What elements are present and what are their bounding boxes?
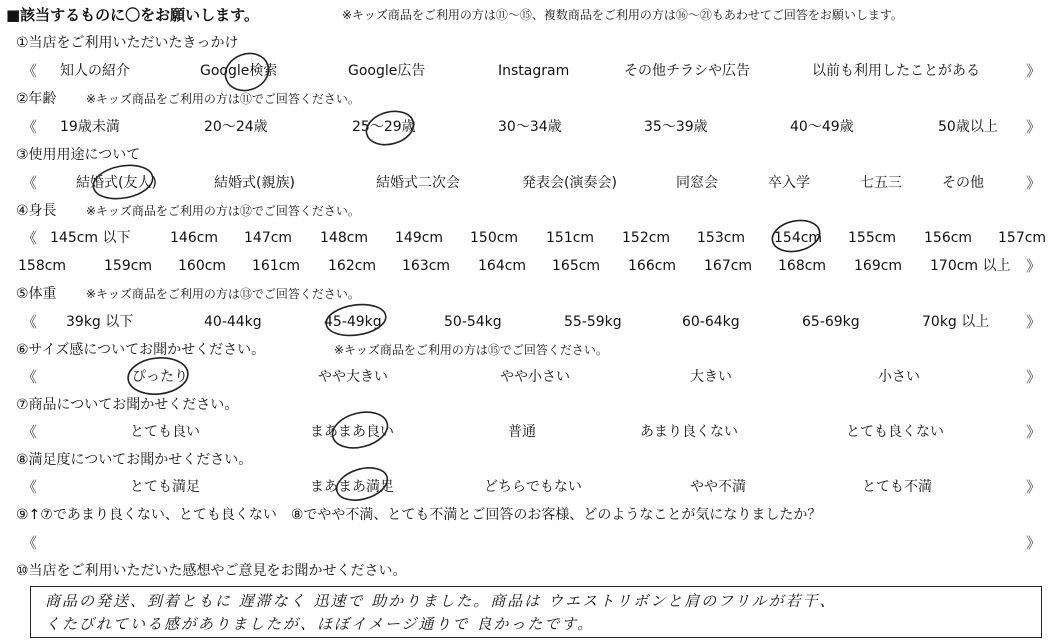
option-repeat-customer[interactable]: 以前も利用したことがある (812, 63, 980, 79)
open-bracket: 《 (22, 368, 38, 386)
question-4-options-row-1 (0, 225, 1060, 251)
option-weight-65-69[interactable]: 65-69kg (802, 314, 860, 330)
question-6-label-row (0, 337, 1060, 363)
option-age-20-24[interactable]: 20〜24歳 (204, 119, 268, 135)
question-5-label: ⑤体重 (16, 286, 57, 302)
option-height-164[interactable]: 164cm (478, 258, 527, 274)
close-bracket: 》 (1026, 62, 1042, 80)
option-height-163[interactable]: 163cm (402, 258, 451, 274)
open-bracket: 《 (22, 229, 38, 247)
option-wedding-family[interactable]: 結婚式(親族) (214, 175, 295, 191)
option-fit-small[interactable]: 小さい (878, 369, 920, 385)
close-bracket: 》 (1026, 174, 1042, 192)
option-other[interactable]: その他 (942, 175, 984, 191)
option-height-155[interactable]: 155cm (848, 230, 897, 246)
option-height-145-below[interactable]: 145cm 以下 (50, 230, 131, 246)
option-weight-40-44[interactable]: 40-44kg (204, 314, 262, 330)
open-bracket: 《 (22, 118, 38, 136)
question-6-label: ⑥サイズ感についてお聞かせください。 (16, 342, 266, 358)
question-8-options (0, 474, 1060, 500)
header-row (0, 2, 1060, 28)
header-note: ※キッズ商品をご利用の方は⑪〜⑮、複数商品をご利用の方は⑯〜㉑もあわせてご回答をお願いします。 (342, 8, 903, 22)
option-height-162[interactable]: 162cm (328, 258, 377, 274)
question-9-label: ⑨↑⑦であまり良くない、とても良くない ⑧でやや不満、とても不満とご回答のお客様、どのようなことが気になりましたか？ (16, 507, 822, 523)
option-height-165[interactable]: 165cm (552, 258, 601, 274)
option-height-153[interactable]: 153cm (697, 230, 746, 246)
comment-answer-line-2: くたびれている感がありましたが、ほぼイメージ通りで 良かったです。 (45, 615, 595, 633)
question-1-options (0, 58, 1060, 84)
option-product-not-good[interactable]: あまり良くない (640, 424, 738, 440)
question-10-label-row (0, 558, 1060, 584)
question-7-label: ⑦商品についてお聞かせください。 (16, 397, 239, 413)
option-recital[interactable]: 発表会(演奏会) (522, 175, 617, 191)
option-product-very-good[interactable]: とても良い (130, 424, 200, 440)
open-bracket: 《 (22, 423, 38, 441)
question-10-label: ⑩当店をご利用いただいた感想やご意見をお聞かせください。 (16, 563, 407, 579)
option-height-169[interactable]: 169cm (854, 258, 903, 274)
option-fairly-satisfied[interactable]: まあまあ満足 (310, 479, 394, 495)
option-product-very-bad[interactable]: とても良くない (846, 424, 944, 440)
option-shichigosan[interactable]: 七五三 (860, 175, 902, 191)
option-height-168[interactable]: 168cm (778, 258, 827, 274)
question-6-note: ※キッズ商品をご利用の方は⑮でご回答ください。 (334, 343, 608, 357)
option-age-50-plus[interactable]: 50歳以上 (938, 119, 998, 135)
close-bracket: 》 (1026, 257, 1042, 275)
option-google-search[interactable]: Google検索 (200, 63, 278, 79)
comment-answer-line-1: 商品の発送、到着ともに 遅滞なく 迅速で 助かりました。商品は ウエストリボンと肩のフリルが若干、 (45, 592, 837, 610)
question-3-options (0, 170, 1060, 196)
question-9-label-row (0, 502, 1060, 528)
question-1-label: ①当店をご利用いただいたきっかけ (16, 35, 239, 51)
question-8-label: ⑧満足度についてお聞かせください。 (16, 452, 253, 468)
option-height-147[interactable]: 147cm (244, 230, 293, 246)
question-7-options (0, 419, 1060, 445)
close-bracket: 》 (1026, 534, 1042, 552)
option-weight-70-above[interactable]: 70kg 以上 (922, 314, 990, 330)
question-5-options (0, 309, 1060, 335)
question-8-label-row (0, 447, 1060, 473)
option-weight-39-below[interactable]: 39kg 以下 (66, 314, 134, 330)
question-2-options (0, 114, 1060, 140)
question-2-note: ※キッズ商品をご利用の方は⑪でご回答ください。 (86, 92, 360, 106)
option-weight-45-49[interactable]: 45-49kg (324, 314, 382, 330)
option-fit-slightly-small[interactable]: やや小さい (500, 369, 570, 385)
question-7-label-row (0, 392, 1060, 418)
option-height-158[interactable]: 158cm (18, 258, 67, 274)
option-other-flyer[interactable]: その他チラシや広告 (624, 63, 750, 79)
open-bracket: 《 (22, 174, 38, 192)
question-5-note: ※キッズ商品をご利用の方は⑬でご回答ください。 (86, 287, 360, 301)
close-bracket: 》 (1026, 118, 1042, 136)
open-bracket: 《 (22, 534, 38, 552)
question-4-label: ④身長 (16, 203, 57, 219)
option-height-170-above[interactable]: 170cm 以上 (930, 258, 1011, 274)
option-height-149[interactable]: 149cm (395, 230, 444, 246)
question-2-label-row (0, 86, 1060, 112)
option-graduation-entrance[interactable]: 卒入学 (768, 175, 810, 191)
question-5-label-row (0, 281, 1060, 307)
option-height-154[interactable]: 154cm (774, 230, 823, 246)
question-2-label: ②年齢 (16, 91, 57, 107)
option-referral[interactable]: 知人の紹介 (60, 63, 130, 79)
option-weight-60-64[interactable]: 60-64kg (682, 314, 740, 330)
question-3-label: ③使用用途について (16, 147, 141, 163)
option-very-dissatisfied[interactable]: とても不満 (862, 479, 932, 495)
option-height-156[interactable]: 156cm (924, 230, 973, 246)
option-very-satisfied[interactable]: とても満足 (130, 479, 200, 495)
option-height-160[interactable]: 160cm (178, 258, 227, 274)
close-bracket: 》 (1026, 368, 1042, 386)
question-4-note: ※キッズ商品をご利用の方は⑫でご回答ください。 (86, 204, 360, 218)
option-age-25-29[interactable]: 25〜29歳 (352, 119, 416, 135)
close-bracket: 》 (1026, 423, 1042, 441)
open-bracket: 《 (22, 313, 38, 331)
option-product-average[interactable]: 普通 (508, 424, 536, 440)
option-height-157[interactable]: 157cm (998, 230, 1047, 246)
open-bracket: 《 (22, 62, 38, 80)
option-slightly-dissatisfied[interactable]: やや不満 (690, 479, 746, 495)
option-google-ads[interactable]: Google広告 (348, 63, 426, 79)
question-3-label-row (0, 142, 1060, 168)
option-height-161[interactable]: 161cm (252, 258, 301, 274)
close-bracket: 》 (1026, 313, 1042, 331)
option-age-30-34[interactable]: 30〜34歳 (498, 119, 562, 135)
option-fit-large[interactable]: 大きい (690, 369, 732, 385)
option-height-152[interactable]: 152cm (622, 230, 671, 246)
question-6-options (0, 364, 1060, 390)
option-wedding-friend[interactable]: 結婚式(友人) (76, 175, 157, 191)
question-9-answer-row (0, 530, 1060, 556)
option-age-under-19[interactable]: 19歳未満 (60, 119, 120, 135)
option-reunion[interactable]: 同窓会 (676, 175, 718, 191)
option-neutral[interactable]: どちらでもない (484, 479, 582, 495)
option-height-146[interactable]: 146cm (170, 230, 219, 246)
option-height-150[interactable]: 150cm (470, 230, 519, 246)
option-height-166[interactable]: 166cm (628, 258, 677, 274)
option-product-fairly-good[interactable]: まあまあ良い (310, 424, 394, 440)
option-height-159[interactable]: 159cm (104, 258, 153, 274)
option-wedding-afterparty[interactable]: 結婚式二次会 (376, 175, 460, 191)
option-height-151[interactable]: 151cm (546, 230, 595, 246)
option-height-167[interactable]: 167cm (704, 258, 753, 274)
open-bracket: 《 (22, 478, 38, 496)
option-age-40-49[interactable]: 40〜49歳 (790, 119, 854, 135)
option-weight-55-59[interactable]: 55-59kg (564, 314, 622, 330)
option-weight-50-54[interactable]: 50-54kg (444, 314, 502, 330)
comment-answer-box[interactable] (30, 586, 1042, 638)
option-age-35-39[interactable]: 35〜39歳 (644, 119, 708, 135)
option-instagram[interactable]: Instagram (498, 63, 570, 79)
option-height-148[interactable]: 148cm (320, 230, 369, 246)
question-1-label-row (0, 30, 1060, 56)
question-4-label-row (0, 198, 1060, 224)
close-bracket: 》 (1026, 478, 1042, 496)
option-fit-slightly-large[interactable]: やや大きい (318, 369, 388, 385)
survey-title: ■該当するものに〇をお願いします。 (6, 6, 259, 24)
option-fit-perfect[interactable]: ぴったり (132, 369, 188, 385)
question-4-options-row-2 (0, 253, 1060, 279)
